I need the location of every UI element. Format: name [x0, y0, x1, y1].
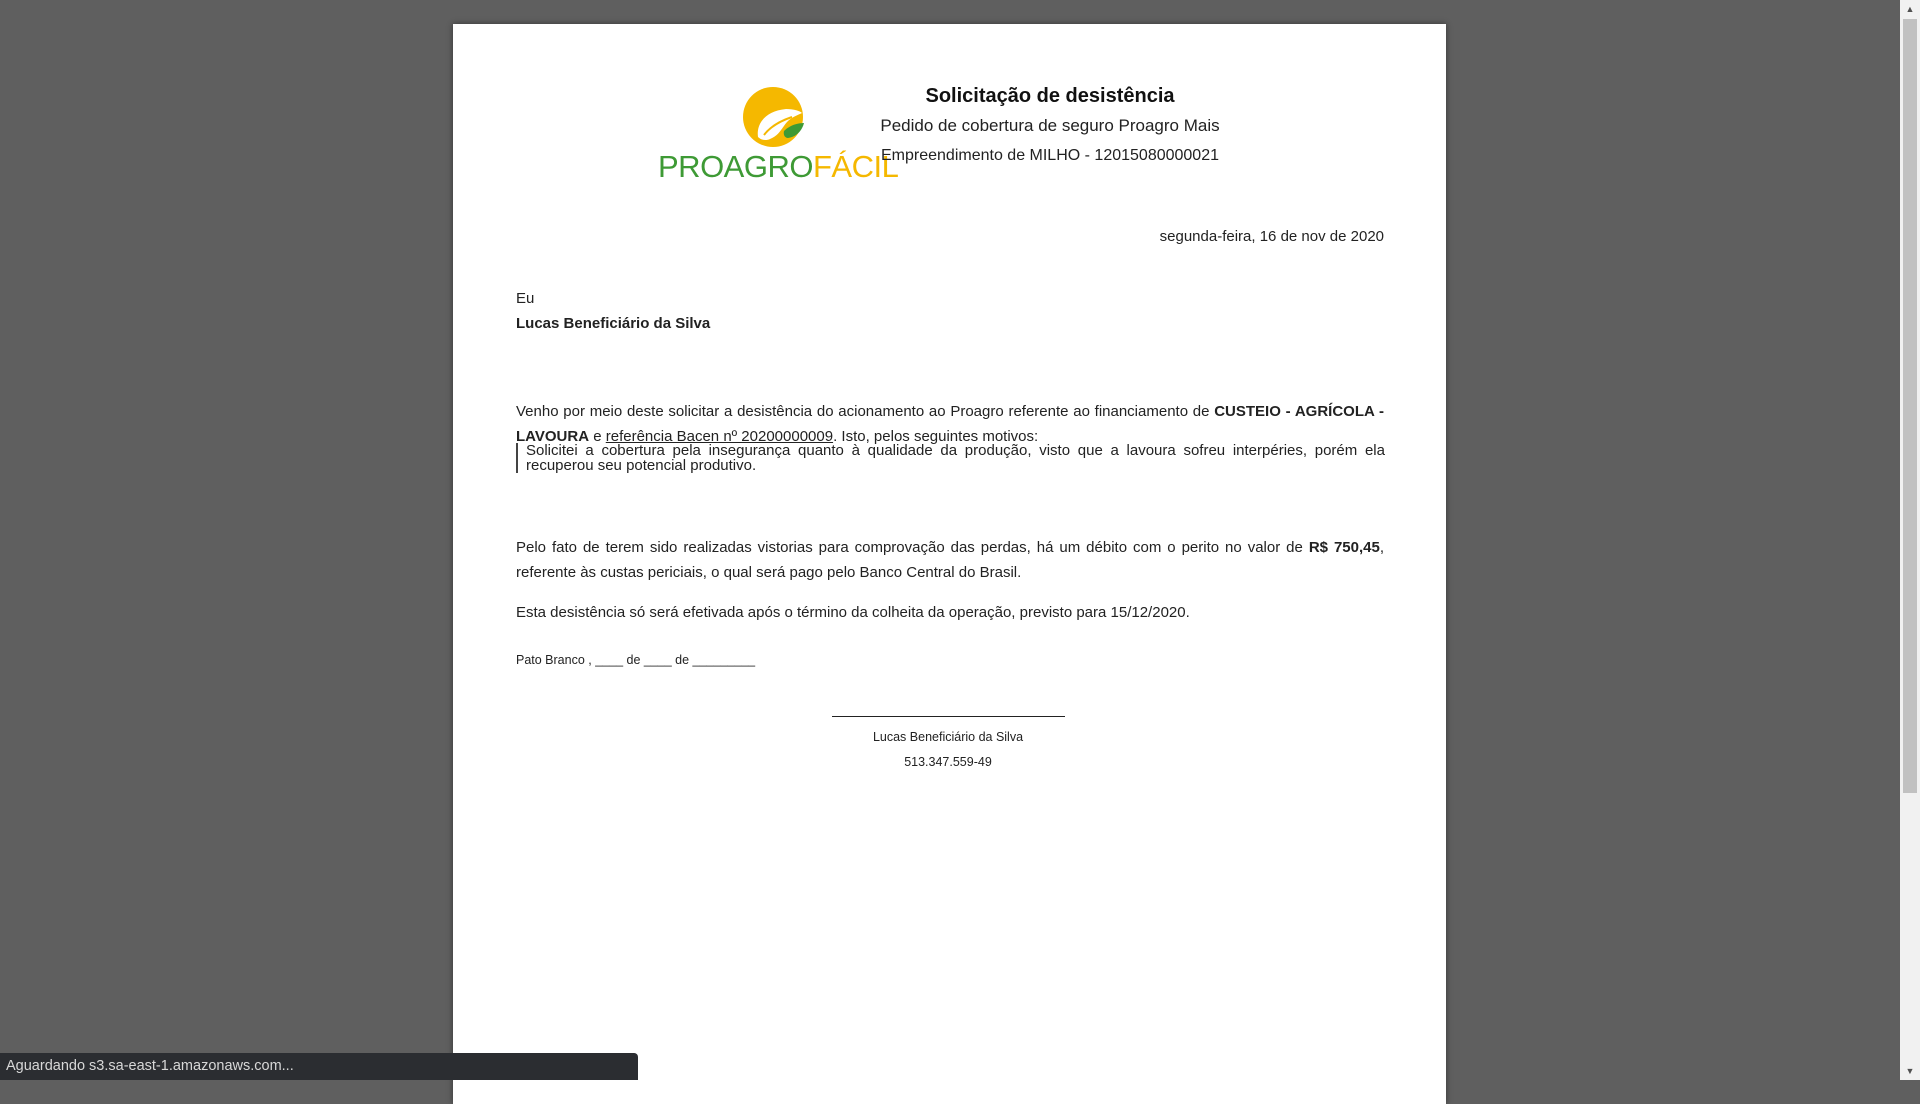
signature-name: Lucas Beneficiário da Silva — [872, 730, 1024, 744]
scroll-up-arrow-icon[interactable]: ▲ — [1905, 4, 1915, 14]
effective-paragraph: Esta desistência só será efetivada após o término da colheita da operação, previsto para 15/12/2020. — [516, 604, 1190, 621]
request-text-and: e — [589, 428, 606, 445]
bacen-reference: referência Bacen nº 20200000009 — [605, 428, 834, 445]
logo-text-facil: FÁCIL — [812, 149, 899, 184]
debt-text-after: , referente às custas periciais, o qual será pago pelo Banco Central do Brasil. — [516, 539, 1384, 581]
document-header — [860, 82, 1240, 166]
proagro-facil-logo — [658, 85, 899, 184]
enterprise-line: Empreendimento de MILHO - 12015080000021 — [881, 147, 1219, 164]
debt-text-before: Pelo fato de terem sido realizadas vistorias para comprovação das perdas, há um débito com o perito no valor de — [516, 539, 1309, 556]
status-bar: Aguardando s3.sa-east-1.amazonaws.com... — [0, 1053, 638, 1080]
beneficiary-name: Lucas Beneficiário da Silva — [516, 315, 711, 332]
scroll-down-arrow-icon[interactable]: ▼ — [1905, 1066, 1915, 1076]
intro-eu: Eu — [516, 290, 535, 307]
document-subtitle: Pedido de cobertura de seguro Proagro Mais — [880, 116, 1220, 135]
document-page — [453, 24, 1446, 1104]
financing-type: CUSTEIO - AGRÍCOLA - LAVOURA — [516, 403, 1384, 445]
vertical-scrollbar[interactable] — [1900, 0, 1920, 1080]
request-text-after: . Isto, pelos seguintes motivos: — [833, 428, 1039, 445]
request-text-before: Venho por meio deste solicitar a desistência do acionamento ao Proagro referente ao financiamento de — [516, 403, 1215, 420]
debt-paragraph — [516, 535, 1384, 585]
debt-amount: R$ 750,45 — [1308, 539, 1380, 556]
signature-document-number: 513.347.559-49 — [904, 755, 992, 769]
logo-text-proagro: PROAGRO — [658, 149, 813, 184]
document-title: Solicitação de desistência — [925, 85, 1175, 107]
reason-quote: Solicitei a cobertura pela insegurança quanto à qualidade da produção, visto que a lavoura sofreu interpéries, porém ela recuperou seu potencial produtivo. — [516, 443, 1385, 473]
document-date: segunda-feira, 16 de nov de 2020 — [1159, 228, 1384, 245]
place-date-line: Pato Branco , ____ de ____ de _________ — [516, 653, 756, 667]
scrollbar-thumb[interactable] — [1903, 19, 1917, 793]
signature-line — [832, 716, 1065, 717]
